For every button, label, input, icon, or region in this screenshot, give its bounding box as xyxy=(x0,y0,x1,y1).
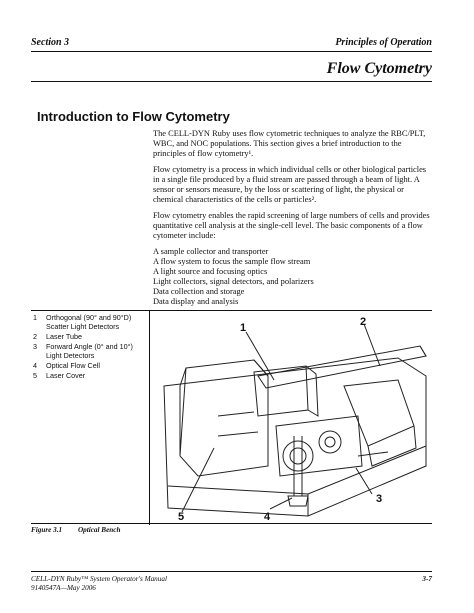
callout-4: 4 xyxy=(264,511,271,522)
page-number: 3-7 xyxy=(422,575,432,583)
legend-text: Orthogonal (90° and 90°D) Scatter Light Detectors xyxy=(46,313,132,331)
running-header-section: Section 3 xyxy=(31,37,70,48)
list-item: Light collectors, signal detectors, and polarizers xyxy=(153,277,314,286)
intro-heading: Introduction to Flow Cytometry xyxy=(37,109,230,124)
legend-number: 2 xyxy=(33,332,37,341)
paragraph: Flow cytometry enables the rapid screening of large numbers of cells and provides quantitative cell analysis at the single-cell level. The basic components of a flow cytometer include: xyxy=(153,211,430,240)
legend-number: 4 xyxy=(33,361,37,370)
legend-item xyxy=(31,313,149,331)
legend-text: Laser Tube xyxy=(46,332,82,341)
legend-text: Laser Cover xyxy=(46,371,86,380)
legend-number: 1 xyxy=(33,313,37,322)
callout-5: 5 xyxy=(178,511,185,522)
legend-text: Forward Angle (0° and 10°) Light Detectors xyxy=(46,342,133,360)
footer-part-number: 9140547A—May 2006 xyxy=(31,584,96,592)
callout-1: 1 xyxy=(240,322,247,334)
running-header-chapter: Principles of Operation xyxy=(335,37,432,48)
figure-legend xyxy=(31,313,149,381)
title-rule xyxy=(31,81,432,82)
list-item: Data display and analysis xyxy=(153,297,239,306)
list-item: A light source and focusing optics xyxy=(153,267,268,276)
legend-item xyxy=(31,332,149,341)
callout-3: 3 xyxy=(376,493,383,505)
legend-text: Optical Flow Cell xyxy=(46,361,100,370)
optical-bench-illustration xyxy=(158,316,430,522)
list-item: A sample collector and transporter xyxy=(153,247,269,256)
legend-item xyxy=(31,361,149,370)
figure-caption xyxy=(31,526,120,534)
component-list xyxy=(153,247,433,307)
figure-top-rule xyxy=(31,310,432,311)
legend-divider xyxy=(149,311,150,525)
footer-rule xyxy=(31,571,432,572)
footer-manual-info xyxy=(31,575,167,593)
paragraph: Flow cytometry is a process in which individual cells or other biological particles in a single file produced by a fluid stream are passed through a beam of light. A sensor or sensors measure, by the loss or scattering of light, the physical or chemical characteristics of the cells or particles². xyxy=(153,165,427,204)
intro-body xyxy=(153,129,433,307)
footer-manual-title: CELL-DYN Ruby™ System Operator's Manual xyxy=(31,575,167,583)
header-rule xyxy=(31,51,432,52)
list-item: A flow system to focus the sample flow stream xyxy=(153,257,311,266)
list-item: Data collection and storage xyxy=(153,287,245,296)
legend-item xyxy=(31,342,149,360)
legend-item xyxy=(31,371,149,380)
legend-number: 5 xyxy=(33,371,37,380)
caption-title: Optical Bench xyxy=(77,526,121,534)
paragraph: The CELL-DYN Ruby uses flow cytometric techniques to analyze the RBC/PLT, WBC, and NOC populations. This section gives a brief introduction to the principles of flow cytometry¹. xyxy=(153,129,426,158)
figure-bottom-rule xyxy=(31,523,432,524)
page-title: Flow Cytometry xyxy=(326,60,432,77)
legend-number: 3 xyxy=(33,342,37,351)
caption-number: Figure 3.1 xyxy=(31,526,63,534)
callout-2: 2 xyxy=(360,316,367,328)
